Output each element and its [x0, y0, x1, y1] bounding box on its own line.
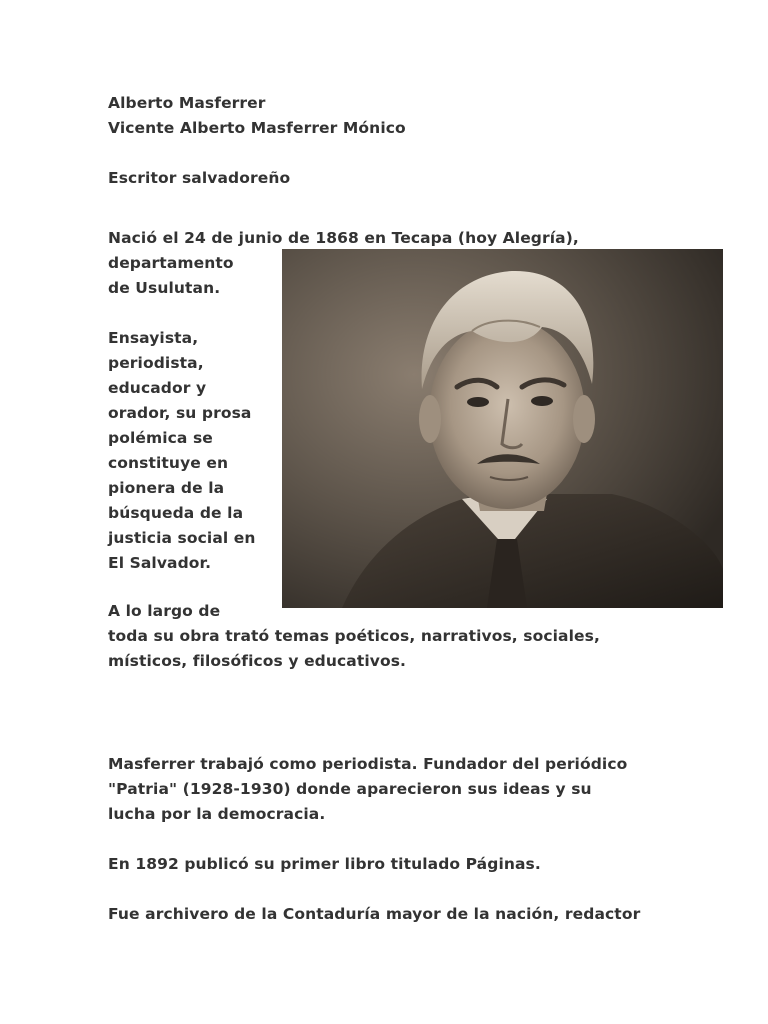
text-line: En 1892 publicó su primer libro titulado Páginas. — [108, 855, 541, 873]
text-line: Masferrer trabajó como periodista. Fundador del periódico — [108, 755, 628, 773]
portrait-photo — [282, 249, 723, 608]
text-line: místicos, filosóficos y educativos. — [108, 652, 407, 670]
text-line: lucha por la democracia. — [108, 805, 326, 823]
text-line: de Usulutan. — [108, 279, 221, 297]
text-line: El Salvador. — [108, 554, 212, 572]
text-line: búsqueda de la — [108, 504, 244, 522]
text-line: departamento — [108, 254, 234, 272]
text-line: A lo largo de — [108, 602, 221, 620]
text-line: Nació el 24 de junio de 1868 en Tecapa (hoy Alegría), — [108, 229, 579, 247]
text-line: "Patria" (1928-1930) donde aparecieron sus ideas y su — [108, 780, 592, 798]
text-line: polémica se — [108, 429, 213, 447]
text-line: toda su obra trató temas poéticos, narrativos, sociales, — [108, 627, 600, 645]
text-line: Ensayista, — [108, 329, 199, 347]
subtitle-occupation: Escritor salvadoreño — [108, 169, 291, 187]
text-line: justicia social en — [108, 529, 256, 547]
text-line: Fue archivero de la Contaduría mayor de la nación, redactor — [108, 905, 641, 923]
name-heading: Alberto Masferrer — [108, 94, 266, 112]
text-line: pionera de la — [108, 479, 225, 497]
text-line: educador y — [108, 379, 207, 397]
text-line: periodista, — [108, 354, 204, 372]
full-name-heading: Vicente Alberto Masferrer Mónico — [108, 119, 406, 137]
text-line: constituye en — [108, 454, 229, 472]
text-line: orador, su prosa — [108, 404, 252, 422]
